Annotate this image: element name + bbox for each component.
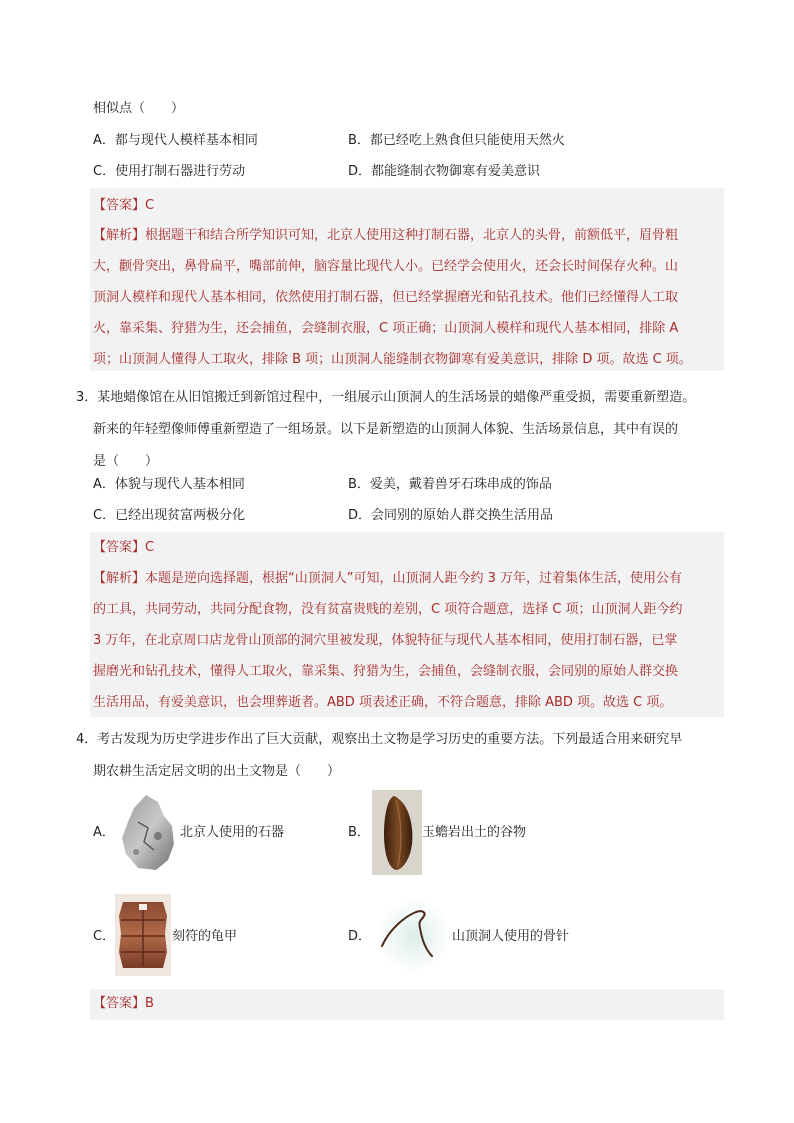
q2-answer <box>93 196 154 216</box>
answer-value: C <box>145 540 155 555</box>
q4-option-b-letter: B． <box>348 825 370 840</box>
answer-value: C <box>145 198 155 213</box>
q3-stem-line: 3．某地蜡像馆在从旧馆搬迁到新馆过程中，一组展示山顶洞人的生活场景的蜡像严重受损，需要重新塑造。 <box>76 390 696 405</box>
answer-label: 【答案】 <box>93 198 146 213</box>
analysis-line: 根据题干和结合所学知识可知，北京人使用这种打制石器，北京人的头骨，前额低平，眉骨粗 <box>145 228 679 243</box>
q2-option-d: D．都能缝制衣物御寒有爱美意识 <box>348 164 541 179</box>
answer-label: 【答案】 <box>93 996 146 1011</box>
q4-stem-line: 4．考古发现为历史学进步作出了巨大贡献，观察出土文物是学习历史的重要方法。下列最适合用来研究早 <box>76 732 683 747</box>
bone-needle-icon <box>376 898 452 974</box>
q4-option-d-caption: 山顶洞人使用的骨针 <box>452 929 570 944</box>
analysis-line: 顶洞人模样和现代人基本相同，依然使用打制石器，但已经掌握磨光和钻孔技术。他们已经懂得人工取 <box>93 290 679 305</box>
answer-value: B <box>145 996 154 1011</box>
q3-stem-line: 是（ ） <box>93 454 159 469</box>
q4-stem-line: 期农耕生活定居文明的出土文物是（ ） <box>93 764 341 779</box>
q2-stem-tail: 相似点（ ） <box>93 101 185 116</box>
analysis-line: 握磨光和钻孔技术，懂得人工取火，靠采集、狩猎为生，会捕鱼，会缝制衣服，会同别的原始人群交换 <box>93 664 679 679</box>
analysis-label: 【解析】 <box>93 571 146 586</box>
grain-icon <box>372 790 422 875</box>
q3-option-d: D．会同别的原始人群交换生活用品 <box>348 508 554 523</box>
q4-option-c-caption: 刻符的龟甲 <box>172 929 238 944</box>
analysis-line: 大，颧骨突出，鼻骨扁平，嘴部前伸，脑容量比现代人小。已经学会使用火，还会长时间保存火种。山 <box>93 259 679 274</box>
analysis-line: 本题是逆向选择题，根据“山顶洞人”可知，山顶洞人距今约 3 万年，过着集体生活，使用公有 <box>145 571 683 586</box>
analysis-line: 生活用品，有爱美意识，也会埋葬逝者。ABD 项表述正确，不符合题意，排除 ABD 项。故选 C 项。 <box>93 695 673 710</box>
q4-answer <box>93 994 154 1014</box>
q2-option-a: A．都与现代人模样基本相同 <box>93 133 258 148</box>
q3-option-c: C．已经出现贫富两极分化 <box>93 508 246 523</box>
stone-tool-icon <box>118 792 178 872</box>
q3-stem-line: 新来的年轻塑像师傅重新塑造了一组场景。以下是新塑造的山顶洞人体貌、生活场景信息，其中有误的 <box>93 422 679 437</box>
q2-option-b: B．都已经吃上熟食但只能使用天然火 <box>348 133 565 148</box>
q3-option-b: B．爱美，戴着兽牙石珠串成的饰品 <box>348 477 552 492</box>
q3-answer-block <box>90 532 724 717</box>
q4-stem <box>76 724 682 788</box>
turtle-shell-icon <box>115 894 171 976</box>
q4-option-b-caption: 玉蟾岩出土的谷物 <box>422 825 527 840</box>
q4-option-a-letter: A． <box>93 825 115 840</box>
q4-option-d-letter: D． <box>348 929 372 944</box>
q3-option-a: A．体貌与现代人基本相同 <box>93 477 245 492</box>
q3-answer <box>93 538 154 558</box>
q4-option-c-letter: C． <box>93 929 116 944</box>
q2-analysis <box>93 220 725 375</box>
q4-answer-block <box>90 989 724 1020</box>
q3-analysis <box>93 563 725 718</box>
analysis-line: 项；山顶洞人懂得人工取火，排除 B 项；山顶洞人能缝制衣物御寒有爱美意识，排除 D 项。故选 C 项。 <box>93 352 692 367</box>
q2-option-c: C．使用打制石器进行劳动 <box>93 164 246 179</box>
analysis-line: 的工具，共同劳动，共同分配食物，没有贫富贵贱的差别，C 项符合题意，选择 C 项；山顶洞人距今约 <box>93 602 683 617</box>
q2-answer-block <box>90 188 724 371</box>
answer-label: 【答案】 <box>93 540 146 555</box>
analysis-line: 火，靠采集、狩猎为生，还会捕鱼，会缝制衣服，C 项正确；山顶洞人模样和现代人基本相同，排除 A <box>93 321 679 336</box>
analysis-label: 【解析】 <box>93 228 146 243</box>
q3-stem <box>76 382 695 478</box>
analysis-line: 3 万年，在北京周口店龙骨山顶部的洞穴里被发现，体貌特征与现代人基本相同，使用打制石器，已掌 <box>93 633 678 648</box>
q4-option-a-caption: 北京人使用的石器 <box>180 825 285 840</box>
